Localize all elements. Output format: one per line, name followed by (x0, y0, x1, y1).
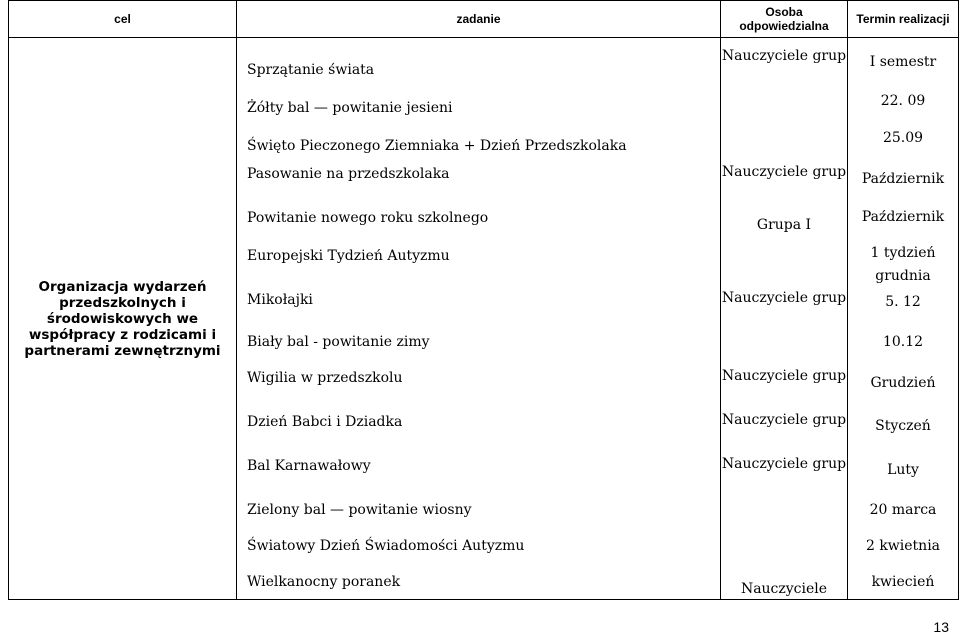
task-item: Wielkanocny poranek (247, 574, 401, 590)
task-column (237, 38, 721, 600)
date-item: 1 tydzień grudnia (870, 245, 936, 284)
date-item: 10.12 (882, 334, 924, 350)
date-item: I semestr (869, 54, 937, 70)
date-item: 20 marca (869, 502, 937, 518)
header-person: Osoba odpowiedzialna (721, 1, 848, 38)
task-item: Powitanie nowego roku szkolnego (247, 210, 489, 226)
table-header-row (9, 1, 959, 38)
date-column (848, 38, 959, 600)
date-item: Grudzień (870, 375, 936, 391)
header-task: zadanie (237, 1, 721, 38)
date-item: Październik (861, 209, 945, 225)
header-date: Termin realizacji (848, 1, 959, 38)
plan-table (8, 0, 959, 600)
task-item: Sprzątanie świata (247, 62, 375, 78)
task-item: Wigilia w przedszkolu (247, 370, 403, 386)
task-item: Bal Karnawałowy (247, 458, 371, 474)
date-item: 22. 09 (880, 93, 926, 109)
person-item: Nauczyciele grup (721, 164, 847, 180)
person-item: Nauczyciele (740, 581, 828, 597)
task-item: Biały bal - powitanie zimy (247, 334, 430, 350)
task-item: Żółty bal — powitanie jesieni (247, 100, 453, 116)
date-item: 2 kwietnia (865, 538, 941, 554)
task-item: Światowy Dzień Świadomości Autyzmu (247, 538, 525, 554)
person-item: Nauczyciele grup (721, 412, 847, 428)
header-goal: cel (9, 1, 237, 38)
person-item: Nauczyciele grup (721, 456, 847, 472)
person-column (721, 38, 848, 600)
task-item: Pasowanie na przedszkolaka (247, 166, 450, 182)
person-item: Nauczyciele grup (721, 368, 847, 384)
table-body-row (9, 38, 959, 600)
task-item: Mikołajki (247, 292, 313, 308)
date-item: Październik (861, 171, 945, 187)
date-item: Luty (887, 462, 919, 478)
task-item: Zielony bal — powitanie wiosny (247, 502, 472, 518)
date-item: kwiecień (871, 574, 935, 590)
date-item: 5. 12 (885, 294, 921, 310)
person-item: Nauczyciele grup (721, 290, 847, 306)
person-item: Grupa I (756, 217, 812, 233)
task-item: Święto Pieczonego Ziemniaka + Dzień Przedszkolaka (247, 138, 627, 154)
goal-cell: Organizacja wydarzeń przedszkolnych i środowiskowych we współpracy z rodzicami i partnerami zewnętrznymi (9, 38, 237, 600)
page-number: 13 (933, 619, 949, 635)
task-item: Europejski Tydzień Autyzmu (247, 248, 450, 264)
task-item: Dzień Babci i Dziadka (247, 414, 403, 430)
date-item: 25.09 (882, 130, 924, 146)
person-item: Nauczyciele grup (721, 48, 847, 64)
date-item: Styczeń (875, 418, 931, 434)
